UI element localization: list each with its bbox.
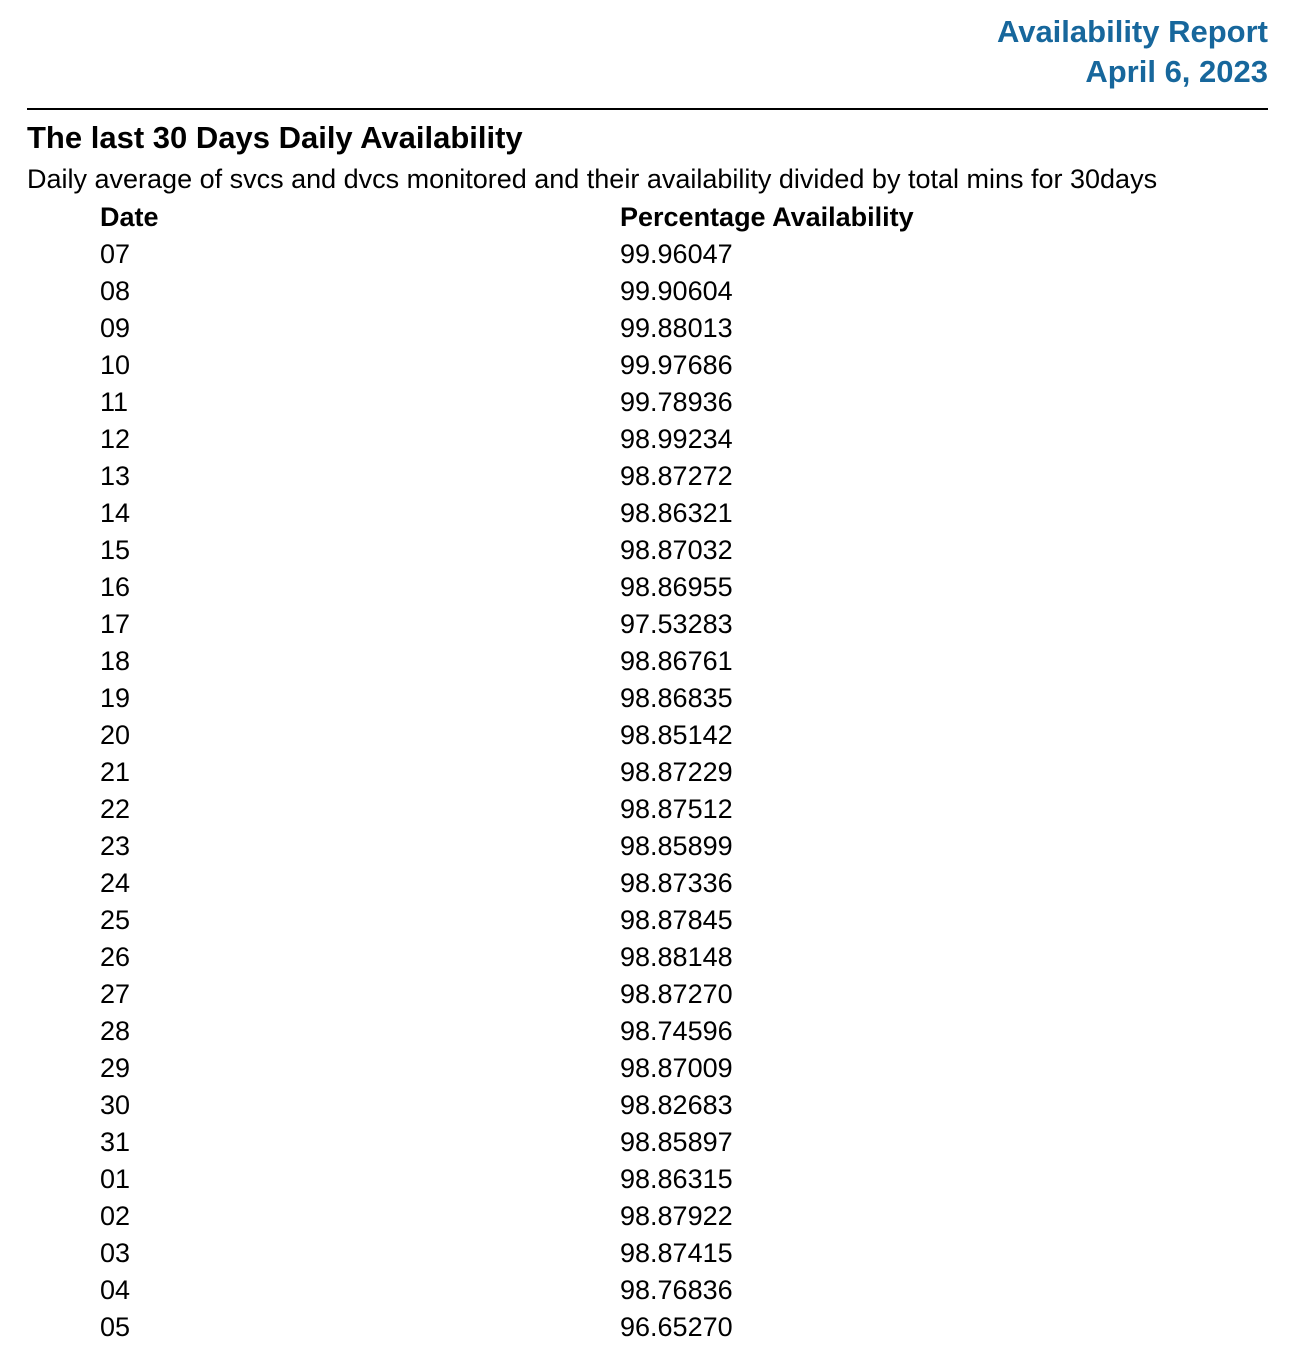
table-row xyxy=(100,236,914,273)
availability-cell: 96.65270 xyxy=(620,1312,733,1342)
availability-cell: 99.90604 xyxy=(620,276,733,306)
date-cell: 22 xyxy=(100,794,131,824)
report-header xyxy=(27,10,1268,92)
table-row xyxy=(100,1161,914,1198)
table-row xyxy=(100,828,914,865)
table-row xyxy=(100,902,914,939)
column-header-availability: Percentage Availability xyxy=(620,202,914,232)
date-cell: 31 xyxy=(100,1127,131,1157)
availability-cell: 99.88013 xyxy=(620,313,733,343)
date-cell: 11 xyxy=(100,387,129,417)
date-cell: 20 xyxy=(100,720,131,750)
availability-cell: 98.87415 xyxy=(620,1238,733,1268)
availability-cell: 98.87922 xyxy=(620,1201,733,1231)
table-row xyxy=(100,939,914,976)
availability-cell: 98.74596 xyxy=(620,1016,733,1046)
table-row xyxy=(100,458,914,495)
date-cell: 09 xyxy=(100,313,131,343)
header-divider xyxy=(27,108,1268,110)
table-row xyxy=(100,532,914,569)
availability-cell: 97.53283 xyxy=(620,609,733,639)
date-cell: 23 xyxy=(100,831,131,861)
date-cell: 03 xyxy=(100,1238,131,1268)
table-row xyxy=(100,865,914,902)
section-description: Daily average of svcs and dvcs monitored and their availability divided by total mins for 30days xyxy=(27,164,1158,194)
table-row xyxy=(100,976,914,1013)
date-cell: 25 xyxy=(100,905,131,935)
availability-cell: 98.85897 xyxy=(620,1127,733,1157)
availability-cell: 98.85142 xyxy=(620,720,733,750)
date-cell: 19 xyxy=(100,683,131,713)
availability-cell: 98.87032 xyxy=(620,535,733,565)
availability-cell: 98.86835 xyxy=(620,683,733,713)
date-cell: 24 xyxy=(100,868,131,898)
availability-cell: 98.86315 xyxy=(620,1164,733,1194)
table-row xyxy=(100,1124,914,1161)
table-header-row xyxy=(100,199,914,236)
date-cell: 02 xyxy=(100,1201,131,1231)
date-cell: 29 xyxy=(100,1053,131,1083)
date-cell: 18 xyxy=(100,646,131,676)
section-heading: The last 30 Days Daily Availability xyxy=(27,120,523,155)
table-row xyxy=(100,1198,914,1235)
date-cell: 14 xyxy=(100,498,131,528)
table-row xyxy=(100,569,914,606)
date-cell: 15 xyxy=(100,535,131,565)
report-title: Availability Report xyxy=(996,14,1268,49)
date-cell: 01 xyxy=(100,1164,131,1194)
table-row xyxy=(100,310,914,347)
table-row xyxy=(100,273,914,310)
table-row xyxy=(100,347,914,384)
table-row xyxy=(100,384,914,421)
availability-cell: 98.87845 xyxy=(620,905,733,935)
table-row xyxy=(100,1050,914,1087)
date-cell: 10 xyxy=(100,350,131,380)
table-row xyxy=(100,495,914,532)
date-cell: 27 xyxy=(100,979,131,1009)
date-cell: 30 xyxy=(100,1090,131,1120)
date-cell: 08 xyxy=(100,276,131,306)
availability-cell: 98.87272 xyxy=(620,461,733,491)
availability-cell: 99.78936 xyxy=(620,387,733,417)
date-cell: 07 xyxy=(100,239,131,269)
date-cell: 05 xyxy=(100,1312,131,1342)
date-cell: 28 xyxy=(100,1016,131,1046)
availability-table xyxy=(100,199,914,1346)
availability-cell: 98.76836 xyxy=(620,1275,733,1305)
date-cell: 26 xyxy=(100,942,131,972)
availability-cell: 98.86955 xyxy=(620,572,733,602)
availability-cell: 98.85899 xyxy=(620,831,733,861)
table-row xyxy=(100,643,914,680)
table-row xyxy=(100,717,914,754)
availability-cell: 98.87512 xyxy=(620,794,733,824)
date-cell: 17 xyxy=(100,609,131,639)
date-cell: 12 xyxy=(100,424,131,454)
availability-cell: 98.82683 xyxy=(620,1090,733,1120)
table-row xyxy=(100,1087,914,1124)
availability-cell: 98.99234 xyxy=(620,424,733,454)
table-row xyxy=(100,680,914,717)
table-row xyxy=(100,606,914,643)
date-cell: 04 xyxy=(100,1275,131,1305)
table-row xyxy=(100,1235,914,1272)
table-row xyxy=(100,791,914,828)
date-cell: 13 xyxy=(100,461,131,491)
availability-cell: 98.87009 xyxy=(620,1053,733,1083)
availability-cell: 98.88148 xyxy=(620,942,733,972)
date-cell: 21 xyxy=(100,757,131,787)
report-date: April 6, 2023 xyxy=(1085,54,1268,89)
table-row xyxy=(100,1013,914,1050)
table-row xyxy=(100,421,914,458)
availability-cell: 99.96047 xyxy=(620,239,733,269)
availability-cell: 98.87336 xyxy=(620,868,733,898)
availability-cell: 98.86761 xyxy=(620,646,733,676)
table-row xyxy=(100,754,914,791)
table-row xyxy=(100,1309,914,1346)
availability-cell: 98.86321 xyxy=(620,498,733,528)
availability-cell: 98.87229 xyxy=(620,757,733,787)
column-header-date: Date xyxy=(100,202,159,232)
availability-cell: 98.87270 xyxy=(620,979,733,1009)
date-cell: 16 xyxy=(100,572,131,602)
table-row xyxy=(100,1272,914,1309)
availability-cell: 99.97686 xyxy=(620,350,733,380)
